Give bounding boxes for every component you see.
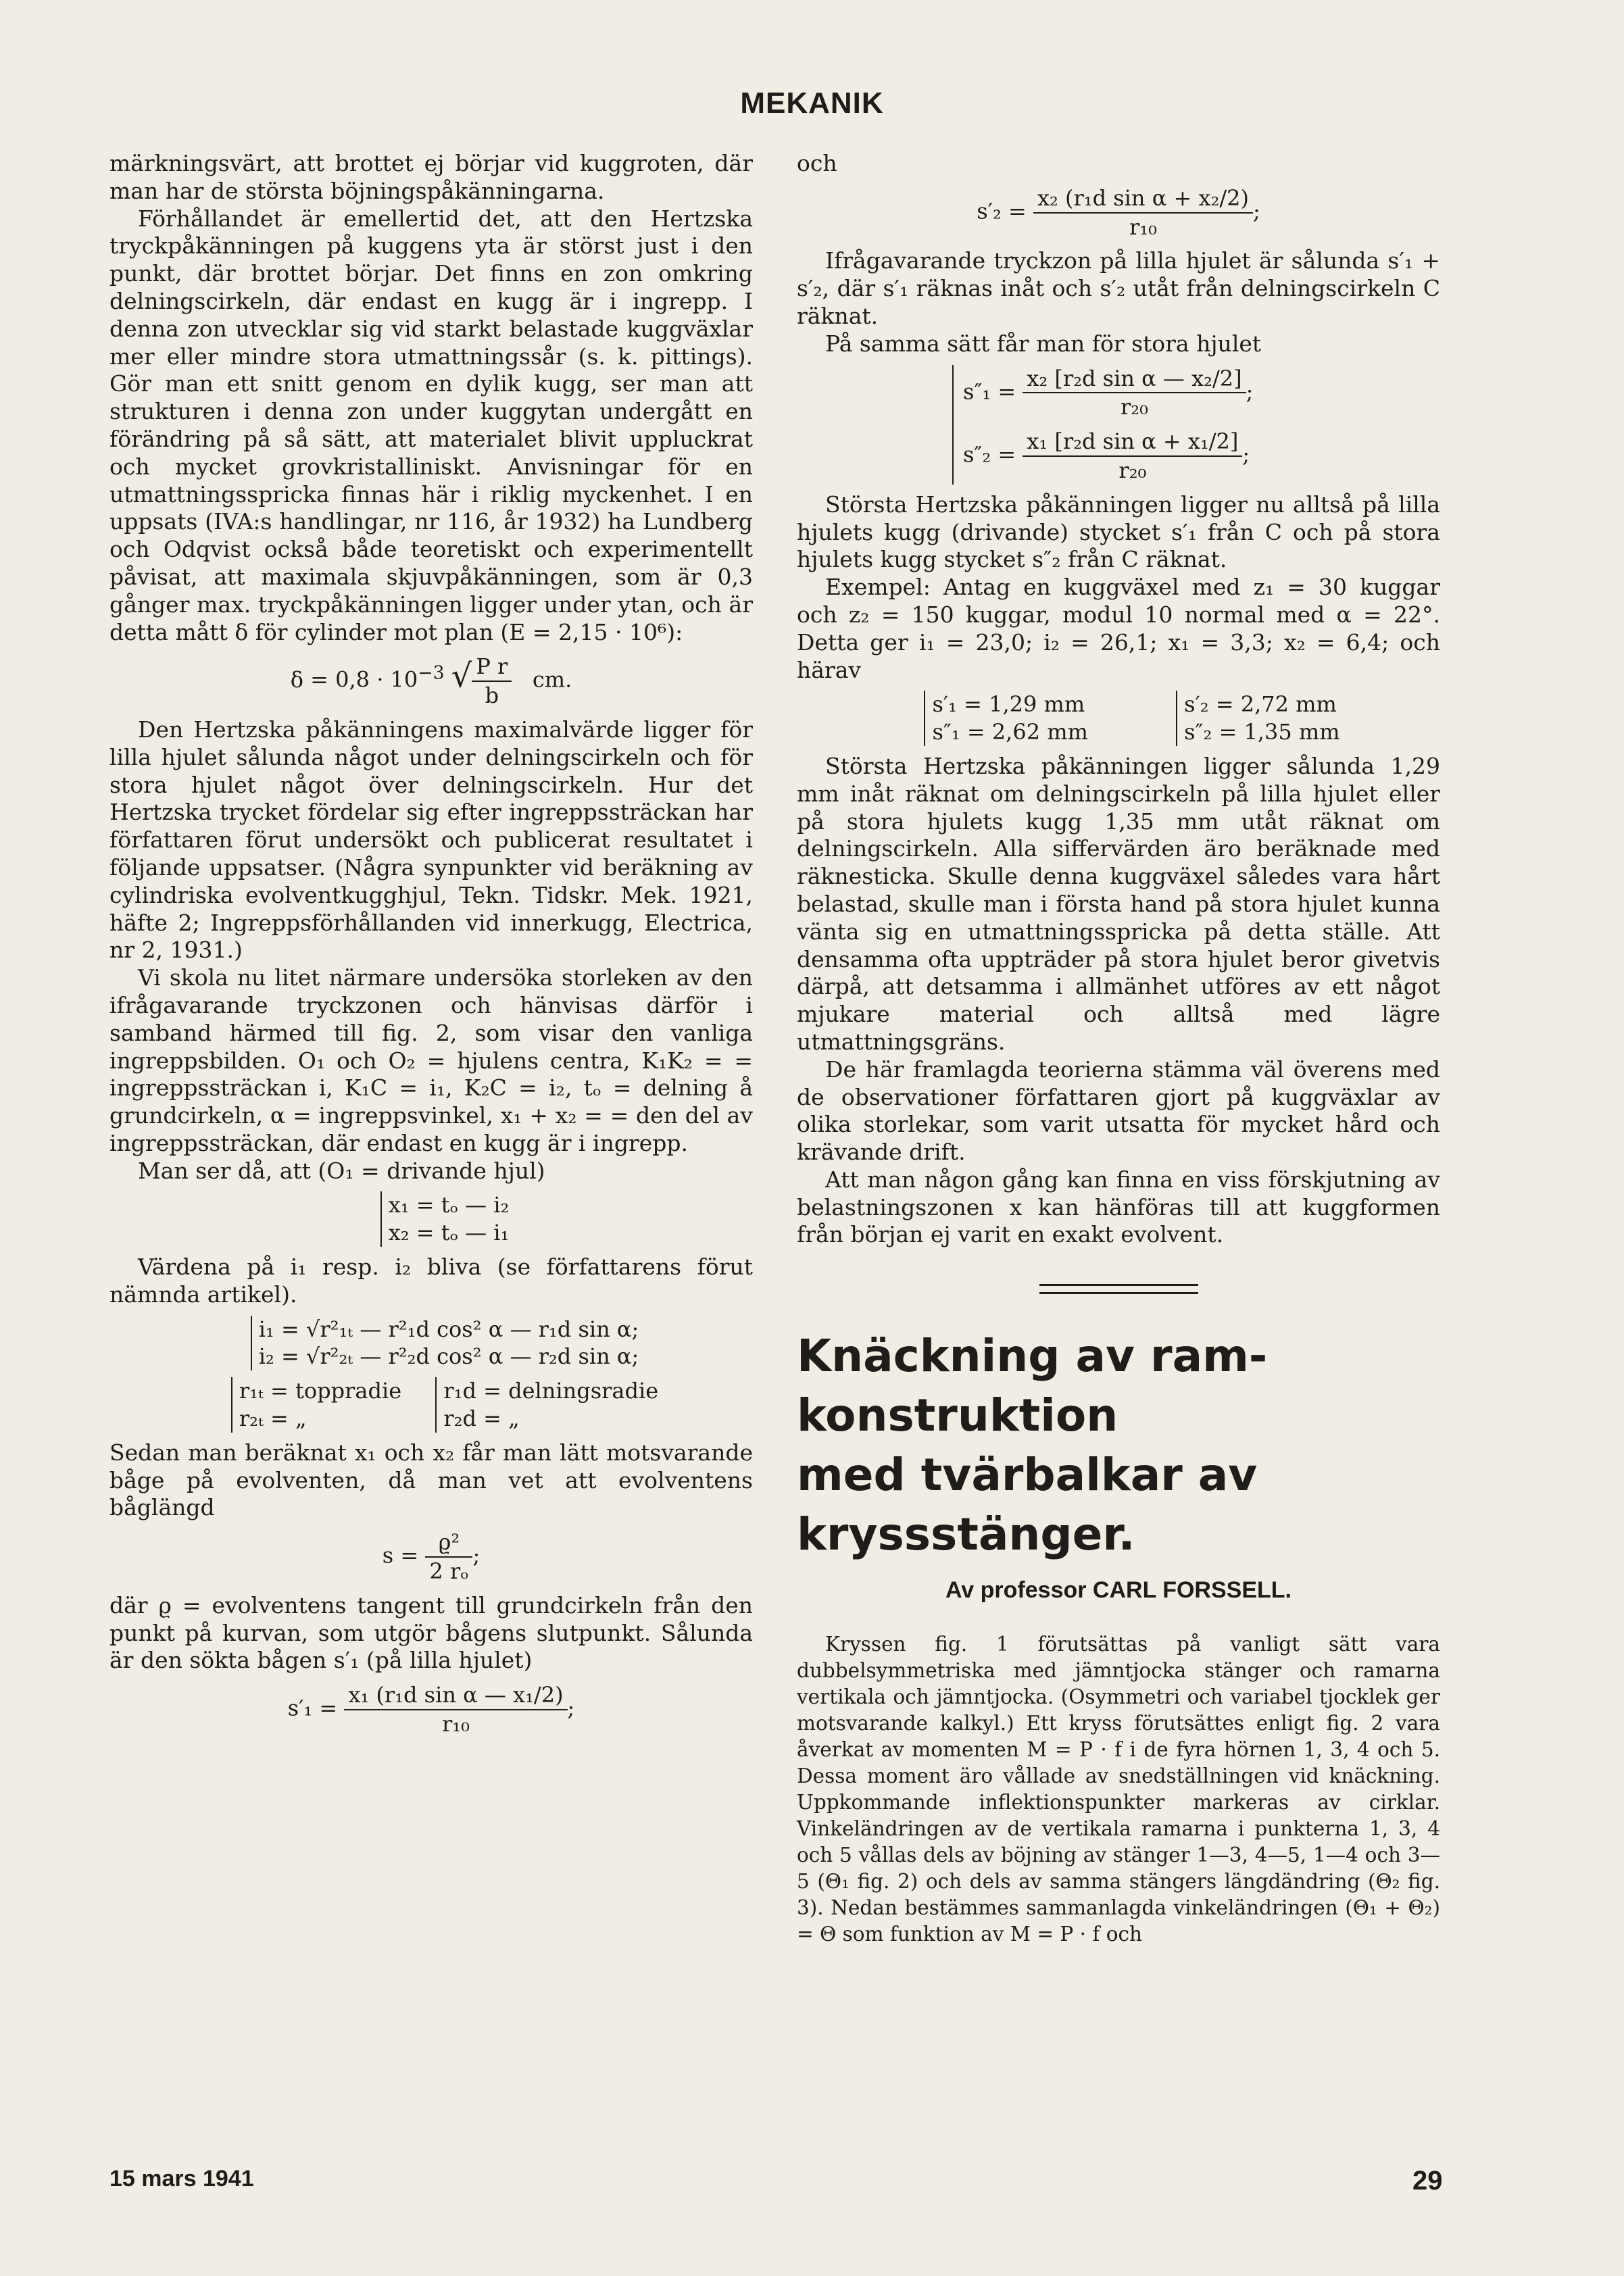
equation-s: s = $\frac{\text{ϱ²}}{\text{2 rₒ}}$ ;: [382, 1529, 481, 1585]
paragraph: Värdena på i₁ resp. i₂ bliva (se författarens förut nämnda artikel).: [109, 1254, 753, 1308]
paragraph: Man ser då, att (O₁ = drivande hjul): [138, 1157, 545, 1184]
article-title: Knäckning av ram-konstruktion med tvärbalkar av kryssstänger.: [797, 1330, 1268, 1561]
paragraph: Sedan man beräknat x₁ och x₂ får man lätt motsvarande båge på evolventen, då man vet att evolventens båglängd: [109, 1439, 753, 1521]
paragraph: Vi skola nu litet närmare undersöka storleken av den ifrågavarande tryckzonen och hänvisas därför i samband härmed till fig. 2, som visar den vanliga ingreppsbilden. O₁ och O₂ = hjulens centra, K₁K₂ = = ingreppssträckan i, K₁C = i₁, K₂C = i₂, tₒ = delning å grundcirkeln, α = ingreppsvinkel, x₁ + x₂ = = den del av ingreppssträckan, där endast en kugg är i ingrepp.: [109, 964, 753, 1156]
paragraph: märkningsvärt, att brottet ej börjar vid kuggroten, där man har de största böjningspåkänningarna.: [109, 150, 753, 204]
left-column: [109, 150, 753, 1745]
equation-example: s′₁ = 1,29 mm s″₁ = 2,62 mm s′₂ = 2,72 mm s″₂ = 1,35 mm: [797, 691, 1440, 746]
paragraph: Förhållandet är emellertid det, att den Hertzska tryckpåkänningen på kuggens yta är störst just i den punkt, där brottet börjar. Det finns en zon omkring delningscirkeln, där endast en kugg är i ingrepp. I denna zon utvecklar sig vid starkt belastade kuggväxlar mer eller mindre stora utmattningssår (s. k. pittings). Gör man ett snitt genom en dylik kugg, ser man att strukturen i denna zon under kuggytan undergått en förändring på så sätt, att materialet blivit uppluckrat och mycket grovkristalliniskt. Anvisningar för en utmattningsspricka finnas här i riklig myckenhet. I en uppsats (IVA:s handlingar, nr 116, år 1932) ha Lundberg och Odqvist också både teoretiskt och experimentellt påvisat, att maximala skjuvpåkänningen, som är 0,3 gånger max. tryckpåkänningen ligger under ytan, och är detta mått δ för cylinder mot plan (E = 2,15 · 10⁶):: [109, 205, 753, 645]
equation-i: i₁ = √r²₁ₜ — r²₁d cos² α — r₁d sin α; i₂ = √r²₂ₜ — r²₂d cos² α — r₂d sin α;: [109, 1316, 753, 1371]
paragraph: Största Hertzska påkänningen ligger sålunda 1,29 mm inåt räknat om delningscirkeln på lilla hjulet eller på stora hjulets kugg 1,35 mm utåt räknat om delningscirkeln. Alla siffervärden äro beräknade med räknesticka. Skulle denna kuggväxel således vara hårt belastad, skulle man i första hand på stora hjulet kunna vänta sig en utmattningsspricka på detta ställe. Att densamma ofta uppträder på stora hjulet beror givetvis därpå, att detsamma i allmänhet utföres av ett något mjukare material och alltså med lägre utmattningsgräns.: [797, 752, 1440, 1055]
equation-s2: s′₂ = $\frac{\text{x₂ (r₁d sin α + x₂/2)}}{\text{r₁₀}}$ ;: [977, 184, 1260, 240]
equation-radii: r₁ₜ = toppradie r₂ₜ = „ r₁d = delningsradie r₂d = „: [109, 1377, 753, 1433]
paragraph: De här framlagda teorierna stämma väl överens med de observationer författaren gjort på kuggväxlar av olika storlekar, som varit utsatta för mycket hård och krävande drift.: [797, 1056, 1440, 1166]
right-column: [797, 150, 1440, 1948]
article-body: [797, 1631, 1440, 1948]
author-byline: Av professor CARL FORSSELL.: [945, 1577, 1291, 1604]
paragraph: Att man någon gång kan finna en viss förskjutning av belastningszonen x kan hänföras till att kuggformen från början ej varit en exakt evolvent.: [797, 1166, 1440, 1248]
equation-s1: s′₁ = $\frac{\text{x₁ (r₁d sin α — x₁/2)}}{\text{r₁₀}}$ ;: [287, 1682, 575, 1737]
paragraph: Exempel: Antag en kuggväxel med z₁ = 30 kuggar och z₂ = 150 kuggar, modul 10 normal med α = 22°. Detta ger i₁ = 23,0; i₂ = 26,1; x₁ = 3,3; x₂ = 6,4; och härav: [797, 574, 1440, 683]
paragraph: Största Hertzska påkänningen ligger nu alltså på lilla hjulets kugg (drivande) stycket s′₁ från C och på stora hjulets kugg stycket s″₂ från C räknat.: [797, 491, 1440, 573]
section-divider: [1039, 1284, 1198, 1294]
paragraph: och: [797, 150, 837, 176]
paragraph: Den Hertzska påkänningens maximalvärde ligger för lilla hjulet sålunda något under delningscirkeln och för stora hjulet något över delningscirkeln. Hur det Hertzska trycket fördelar sig efter ingreppssträckan har författaren förut undersökt och publicerat resultatet i följande uppsatser. (Några synpunkter vid beräkning av cylindriska evolventkugghjul, Tekn. Tidskr. Mek. 1921, häfte 2; Ingreppsförhållanden vid innerkugg, Electrica, nr 2, 1931.): [109, 716, 753, 964]
equation-delta: $\delta = 0,8 \cdot 10^{-3}$ √ $\frac{\text{P r}}{b}$ cm.: [290, 653, 572, 709]
footer-date: 15 mars 1941: [109, 2166, 254, 2192]
paragraph: där ϱ = evolventens tangent till grundcirkeln från den punkt på kurvan, som utgör bågens slutpunkt. Sålunda är den sökta bågen s′₁ (på lilla hjulet): [109, 1591, 753, 1674]
page-number: 29: [1412, 2166, 1443, 2196]
paragraph: Ifrågavarande tryckzon på lilla hjulet är sålunda s′₁ + s′₂, där s′₁ räknas inåt och s′₂ utåt från delningscirkeln C räknat.: [797, 247, 1440, 329]
equation-large-wheel: s″₁ = $\frac{\text{x₂ [r₂d sin α — x₂/2]}}{\text{r₂₀}}$ ; s″₂ = $\frac{\text{x₁ [r₂d sin α + x₁/2]}}{\text{r₂₀}}$ ;: [952, 365, 1440, 485]
section-header: MEKANIK: [740, 86, 884, 120]
paragraph: På samma sätt får man för stora hjulet: [825, 330, 1262, 357]
paragraph: Kryssen fig. 1 förutsättas på vanligt sätt vara dubbelsymmetriska med jämntjocka stänger och ramarna vertikala och jämntjocka. (Osymmetri och variabel tjocklek ger motsvarande kalkyl.) Ett kryss förutsättes enligt fig. 2 vara åverkat av momenten M = P · f i de fyra hörnen 1, 3, 4 och 5. Dessa moment äro vållade av snedställningen vid knäckning. Uppkommande inflektionspunkter markeras av cirklar. Vinkeländringen av de vertikala ramarna i punkterna 1, 3, 4 och 5 vållas dels av böjning av stänger 1—3, 4—5, 1—4 och 3—5 (Θ₁ fig. 2) och dels av samma stängers längdändring (Θ₂ fig. 3). Nedan bestämmes sammanlagda vinkeländringen (Θ₁ + Θ₂) = Θ som funktion av M = P · f och: [797, 1633, 1440, 1946]
equation-x: x₁ = tₒ — i₂ x₂ = tₒ — i₁: [109, 1191, 753, 1247]
